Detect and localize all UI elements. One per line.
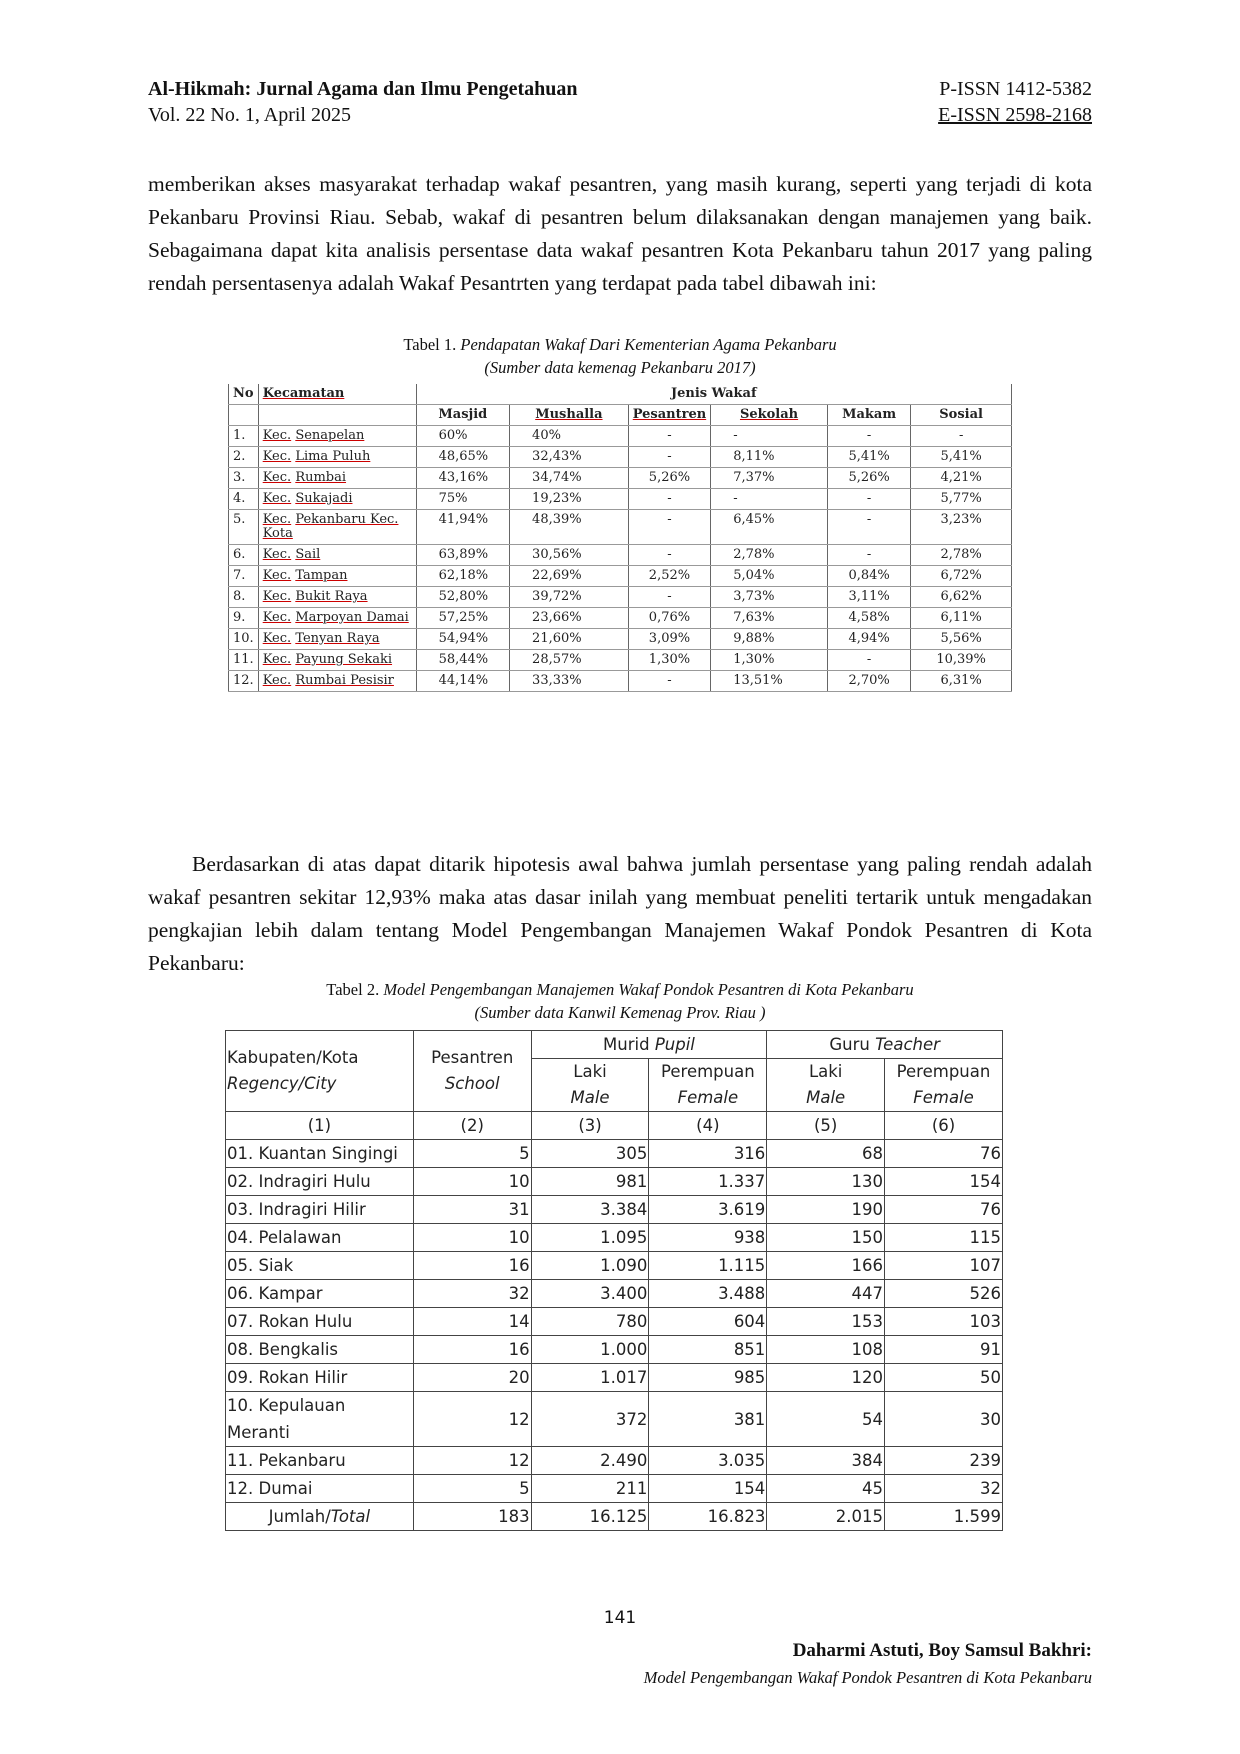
table1-cell-value: 58,44% (416, 650, 509, 671)
table2-cell-value: 166 (767, 1252, 885, 1280)
table1-caption-prefix: Tabel 1. (403, 335, 461, 354)
table2-cell-region: 03. Indragiri Hilir (226, 1196, 414, 1224)
table1-col-header: Masjid (416, 405, 509, 426)
table1-cell-kecamatan: Kec. Sail (258, 545, 416, 566)
table1-cell-value: - (628, 447, 710, 468)
table1-cell-value: 41,94% (416, 510, 509, 545)
table1-cell-kecamatan: Kec. Payung Sekaki (258, 650, 416, 671)
table1-cell-value: 6,11% (911, 608, 1012, 629)
table1-row (229, 587, 1012, 608)
table2-cell-value: 130 (767, 1168, 885, 1196)
table1-cell-kecamatan: Kec. Pekanbaru Kec. Kota (258, 510, 416, 545)
table1-cell-value: 3,23% (911, 510, 1012, 545)
body-paragraph-1: memberikan akses masyarakat terhadap wakaf pesantren, yang masih kurang, seperti yang terjadi di kota Pekanbaru Provinsi Riau. Sebab, wakaf di pesantren belum dilaksanakan dengan manajemen yang baik. Sebagaimana dapat kita analisis persentase data wakaf pesantren Kota Pekanbaru tahun 2017 yang paling rendah persentasenya adalah Wakaf Pesantrten yang terdapat pada tabel dibawah ini: (148, 172, 1092, 295)
table1-cell-value: 33,33% (510, 671, 629, 692)
table2-row (226, 1280, 1003, 1308)
table2-row (226, 1168, 1003, 1196)
table1-cell-no: 1. (229, 426, 259, 447)
table1-cell-value: - (628, 545, 710, 566)
table1-cell-value: 5,77% (911, 489, 1012, 510)
table2-cell-value: 981 (531, 1168, 649, 1196)
table2-cell-value: 604 (649, 1308, 767, 1336)
table1-cell-value: 2,78% (911, 545, 1012, 566)
journal-volume: Vol. 22 No. 1, April 2025 (148, 104, 351, 126)
table1-cell-value: - (827, 545, 910, 566)
table1-cell-value: - (827, 426, 910, 447)
table1-cell-kecamatan: Kec. Tampan (258, 566, 416, 587)
table1-cell-no: 6. (229, 545, 259, 566)
running-header-right (938, 76, 1092, 128)
table1-cell-value: 3,11% (827, 587, 910, 608)
table1-row (229, 650, 1012, 671)
table1-row (229, 510, 1012, 545)
table2-cell-value: 30 (885, 1392, 1003, 1447)
table1-cell-kecamatan: Kec. Senapelan (258, 426, 416, 447)
table2-header-guru: Guru Teacher (767, 1031, 1003, 1059)
table1-header-no: No (229, 384, 259, 405)
table1-cell-no: 7. (229, 566, 259, 587)
table1-row (229, 447, 1012, 468)
table2-header-guru-perempuan: Perempuan Female (885, 1059, 1003, 1112)
table1-wakaf-kemenag (228, 384, 1012, 692)
table1-col-header: Pesantren (628, 405, 710, 426)
table2-cell-value: 211 (531, 1475, 649, 1503)
table1-cell-value: 39,72% (510, 587, 629, 608)
table2-cell-region: 11. Pekanbaru (226, 1447, 414, 1475)
table2-cell-value: 190 (767, 1196, 885, 1224)
body-paragraph-2: Berdasarkan di atas dapat ditarik hipotesis awal bahwa jumlah persentase yang paling rendah adalah wakaf pesantren sekitar 12,93% maka atas dasar inilah yang membuat peneliti tertarik untuk mengadakan pengkajian lebih dalam tentang Model Pengembangan Manajemen Wakaf Pondok Pesantren di Kota Pekanbaru: (148, 852, 1092, 975)
table1-cell-value: 52,80% (416, 587, 509, 608)
table1-cell-value: - (911, 426, 1012, 447)
footer-authors: Daharmi Astuti, Boy Samsul Bakhri: (792, 1640, 1092, 1661)
table1-cell-kecamatan: Kec. Rumbai Pesisir (258, 671, 416, 692)
table2-cell-value: 2.490 (531, 1447, 649, 1475)
table2-cell-value: 16 (413, 1336, 531, 1364)
table2-cell-value: 316 (649, 1140, 767, 1168)
table2-cell-value: 154 (649, 1475, 767, 1503)
table2-cell-value: 153 (767, 1308, 885, 1336)
table2-cell-value: 384 (767, 1447, 885, 1475)
table2-cell-value: 68 (767, 1140, 885, 1168)
table1-cell-value: 5,26% (827, 468, 910, 489)
table2-cell-region: 12. Dumai (226, 1475, 414, 1503)
table1-row (229, 629, 1012, 650)
table1-cell-value: 40% (510, 426, 629, 447)
table2-cell-region: 02. Indragiri Hulu (226, 1168, 414, 1196)
table2-cell-value: 3.619 (649, 1196, 767, 1224)
table2-cell-value: 14 (413, 1308, 531, 1336)
table1-cell-no: 3. (229, 468, 259, 489)
table1-cell-value: 32,43% (510, 447, 629, 468)
table2-row (226, 1140, 1003, 1168)
table1-cell-value: 5,26% (628, 468, 710, 489)
table2-header-murid: Murid Pupil (531, 1031, 767, 1059)
table2-cell-value: 1.095 (531, 1224, 649, 1252)
table2-header-row-1 (226, 1031, 1003, 1059)
pissn: P-ISSN 1412-5382 (939, 78, 1092, 100)
table1-cell-kecamatan: Kec. Rumbai (258, 468, 416, 489)
eissn: E-ISSN 2598-2168 (938, 104, 1092, 126)
table1-cell-value: 28,57% (510, 650, 629, 671)
table1-cell-value: 2,70% (827, 671, 910, 692)
table2-row (226, 1392, 1003, 1447)
table2-cell-value: 5 (413, 1140, 531, 1168)
table2-row (226, 1336, 1003, 1364)
table1-cell-no: 4. (229, 489, 259, 510)
table2-cell-value: 154 (885, 1168, 1003, 1196)
table1-cell-value: 63,89% (416, 545, 509, 566)
table2-cell-value: 12 (413, 1392, 531, 1447)
table2-cell-value: 1.090 (531, 1252, 649, 1280)
table1-cell-value: 19,23% (510, 489, 629, 510)
table1-cell-value: 62,18% (416, 566, 509, 587)
table1-header-jenis-wakaf: Jenis Wakaf (416, 384, 1011, 405)
table2-cell-region: 04. Pelalawan (226, 1224, 414, 1252)
table1-cell-value: 3,09% (628, 629, 710, 650)
table2-cell-region: 07. Rokan Hulu (226, 1308, 414, 1336)
table1-cell-value: 8,11% (711, 447, 828, 468)
table1-cell-value: 2,78% (711, 545, 828, 566)
table2-cell-region: 06. Kampar (226, 1280, 414, 1308)
table2-row (226, 1447, 1003, 1475)
table2-cell-value: 372 (531, 1392, 649, 1447)
table1-cell-value: 5,41% (827, 447, 910, 468)
table2-cell-region: 09. Rokan Hilir (226, 1364, 414, 1392)
table1-col-header: Mushalla (510, 405, 629, 426)
table2-cell-value: 31 (413, 1196, 531, 1224)
table2-cell-value: 108 (767, 1336, 885, 1364)
table1-cell-value: - (628, 489, 710, 510)
table1-cell-no: 2. (229, 447, 259, 468)
table1-cell-value: 21,60% (510, 629, 629, 650)
table1-caption-source: (Sumber data kemenag Pekanbaru 2017) (484, 358, 756, 377)
table1-caption (148, 333, 1092, 379)
table1-cell-value: 6,31% (911, 671, 1012, 692)
table2-cell-value: 115 (885, 1224, 1003, 1252)
table1-cell-value: 22,69% (510, 566, 629, 587)
table1-subheader-row (229, 405, 1012, 426)
table2-row (226, 1196, 1003, 1224)
table2-cell-value: 851 (649, 1336, 767, 1364)
table1-cell-value: 43,16% (416, 468, 509, 489)
table1-cell-value: 3,73% (711, 587, 828, 608)
table2-header-region: Kabupaten/Kota Regency/City (226, 1031, 414, 1112)
table2-cell-value: 45 (767, 1475, 885, 1503)
table1-cell-value: 48,39% (510, 510, 629, 545)
table2-header-guru-laki: Laki Male (767, 1059, 885, 1112)
table1-cell-value: 6,72% (911, 566, 1012, 587)
table1-row (229, 468, 1012, 489)
table1-cell-value: 44,14% (416, 671, 509, 692)
table2-cell-value: 239 (885, 1447, 1003, 1475)
table2-col-number-row: (1) (2) (3) (4) (5) (6) (226, 1112, 1003, 1140)
table2-cell-value: 16 (413, 1252, 531, 1280)
table2-cell-value: 10 (413, 1224, 531, 1252)
table1-cell-value: - (628, 671, 710, 692)
table1-cell-value: 4,58% (827, 608, 910, 629)
table1-caption-title: Pendapatan Wakaf Dari Kementerian Agama Pekanbaru (460, 335, 837, 354)
table1-cell-value: 13,51% (711, 671, 828, 692)
table1-col-header: Sekolah (711, 405, 828, 426)
table2-cell-value: 32 (413, 1280, 531, 1308)
table2-cell-value: 3.035 (649, 1447, 767, 1475)
running-header-left (148, 76, 578, 128)
table2-cell-value: 120 (767, 1364, 885, 1392)
table1-cell-value: 6,45% (711, 510, 828, 545)
table1-cell-value: 60% (416, 426, 509, 447)
table2-cell-value: 985 (649, 1364, 767, 1392)
table2-cell-value: 1.000 (531, 1336, 649, 1364)
table1-cell-value: - (827, 510, 910, 545)
table2-header-murid-perempuan: Perempuan Female (649, 1059, 767, 1112)
table2-row (226, 1308, 1003, 1336)
table1-cell-value: 34,74% (510, 468, 629, 489)
table1-cell-value: 0,76% (628, 608, 710, 629)
table1-cell-value: - (628, 426, 710, 447)
table2-row (226, 1252, 1003, 1280)
table2-cell-value: 20 (413, 1364, 531, 1392)
table1-cell-value: - (827, 489, 910, 510)
table2-cell-value: 526 (885, 1280, 1003, 1308)
table1-cell-value: - (711, 426, 828, 447)
table1-col-header: Sosial (911, 405, 1012, 426)
table1-cell-value: 48,65% (416, 447, 509, 468)
table2-caption-prefix: Tabel 2. (326, 980, 384, 999)
table2-header-pesantren: Pesantren School (413, 1031, 531, 1112)
table1-cell-kecamatan: Kec. Tenyan Raya (258, 629, 416, 650)
table1-cell-no: 9. (229, 608, 259, 629)
table1-header-kecamatan: Kecamatan (258, 384, 416, 405)
table2-cell-value: 54 (767, 1392, 885, 1447)
table2-total-label: Jumlah/Total (226, 1503, 414, 1531)
table1-cell-value: 4,21% (911, 468, 1012, 489)
table2-cell-value: 1.017 (531, 1364, 649, 1392)
table2-body (226, 1140, 1003, 1503)
table2-row (226, 1475, 1003, 1503)
table1-cell-kecamatan: Kec. Lima Puluh (258, 447, 416, 468)
table1-cell-kecamatan: Kec. Marpoyan Damai (258, 608, 416, 629)
table1-cell-value: - (628, 587, 710, 608)
table2-cell-value: 3.400 (531, 1280, 649, 1308)
table1-cell-no: 5. (229, 510, 259, 545)
table1-cell-value: 54,94% (416, 629, 509, 650)
table1-cell-value: 23,66% (510, 608, 629, 629)
table1-cell-value: 2,52% (628, 566, 710, 587)
table2-caption (148, 978, 1092, 1024)
table2-cell-value: 3.488 (649, 1280, 767, 1308)
table1-row (229, 489, 1012, 510)
table2-cell-value: 447 (767, 1280, 885, 1308)
table1-row (229, 671, 1012, 692)
table1-cell-value: 75% (416, 489, 509, 510)
table2-cell-value: 10 (413, 1168, 531, 1196)
table2-cell-region: 08. Bengkalis (226, 1336, 414, 1364)
table1-cell-value: - (827, 650, 910, 671)
table1-cell-value: 9,88% (711, 629, 828, 650)
table1-row (229, 566, 1012, 587)
table1-cell-no: 8. (229, 587, 259, 608)
table1-body (229, 426, 1012, 692)
table1-row (229, 545, 1012, 566)
table2-cell-value: 3.384 (531, 1196, 649, 1224)
table2-cell-value: 12 (413, 1447, 531, 1475)
table1-cell-no: 12. (229, 671, 259, 692)
table2-cell-value: 150 (767, 1224, 885, 1252)
table2-cell-value: 381 (649, 1392, 767, 1447)
table2-cell-value: 76 (885, 1140, 1003, 1168)
table2-total-row: Jumlah/Total 183 16.125 16.823 2.015 1.599 (226, 1503, 1003, 1531)
table2-caption-title: Model Pengembangan Manajemen Wakaf Pondok Pesantren di Kota Pekanbaru (383, 980, 914, 999)
table1-row (229, 426, 1012, 447)
table1-cell-value: 4,94% (827, 629, 910, 650)
table2-cell-region: 05. Siak (226, 1252, 414, 1280)
table2-pesantren-riau (225, 1030, 1003, 1531)
table2-cell-value: 1.337 (649, 1168, 767, 1196)
table1-cell-value: 5,04% (711, 566, 828, 587)
table1-header-row (229, 384, 1012, 405)
table1-cell-value: 10,39% (911, 650, 1012, 671)
table1-col-header: Makam (827, 405, 910, 426)
table2-cell-value: 1.115 (649, 1252, 767, 1280)
page-number: 141 (603, 1608, 637, 1628)
table1-cell-value: - (711, 489, 828, 510)
table2-cell-region: 10. Kepulauan Meranti (226, 1392, 414, 1447)
footer-article-title: Model Pengembangan Wakaf Pondok Pesantren di Kota Pekanbaru (643, 1668, 1092, 1687)
table1-cell-no: 10. (229, 629, 259, 650)
table2-caption-source: (Sumber data Kanwil Kemenag Prov. Riau ) (474, 1003, 766, 1022)
table1-row (229, 608, 1012, 629)
table1-cell-value: 1,30% (628, 650, 710, 671)
table1-cell-value: 7,37% (711, 468, 828, 489)
table2-cell-value: 50 (885, 1364, 1003, 1392)
table2-cell-value: 305 (531, 1140, 649, 1168)
table1-cell-value: 7,63% (711, 608, 828, 629)
table1-cell-value: 1,30% (711, 650, 828, 671)
table1-cell-value: - (628, 510, 710, 545)
table1-cell-no: 11. (229, 650, 259, 671)
table2-cell-value: 76 (885, 1196, 1003, 1224)
table1-cell-value: 30,56% (510, 545, 629, 566)
table1-cell-value: 57,25% (416, 608, 509, 629)
table1-cell-kecamatan: Kec. Sukajadi (258, 489, 416, 510)
table2-cell-value: 780 (531, 1308, 649, 1336)
table2-row (226, 1364, 1003, 1392)
table1-cell-value: 5,56% (911, 629, 1012, 650)
table1-cell-kecamatan: Kec. Bukit Raya (258, 587, 416, 608)
journal-title: Al-Hikmah: Jurnal Agama dan Ilmu Pengetahuan (148, 78, 578, 100)
table2-cell-value: 32 (885, 1475, 1003, 1503)
table2-row (226, 1224, 1003, 1252)
table2-cell-value: 103 (885, 1308, 1003, 1336)
table2-cell-value: 938 (649, 1224, 767, 1252)
table1-cell-value: 5,41% (911, 447, 1012, 468)
table1-cell-value: 0,84% (827, 566, 910, 587)
table2-header-murid-laki: Laki Male (531, 1059, 649, 1112)
table1-cell-value: 6,62% (911, 587, 1012, 608)
table2-cell-value: 107 (885, 1252, 1003, 1280)
table2-cell-region: 01. Kuantan Singingi (226, 1140, 414, 1168)
table2-cell-value: 5 (413, 1475, 531, 1503)
table2-cell-value: 91 (885, 1336, 1003, 1364)
